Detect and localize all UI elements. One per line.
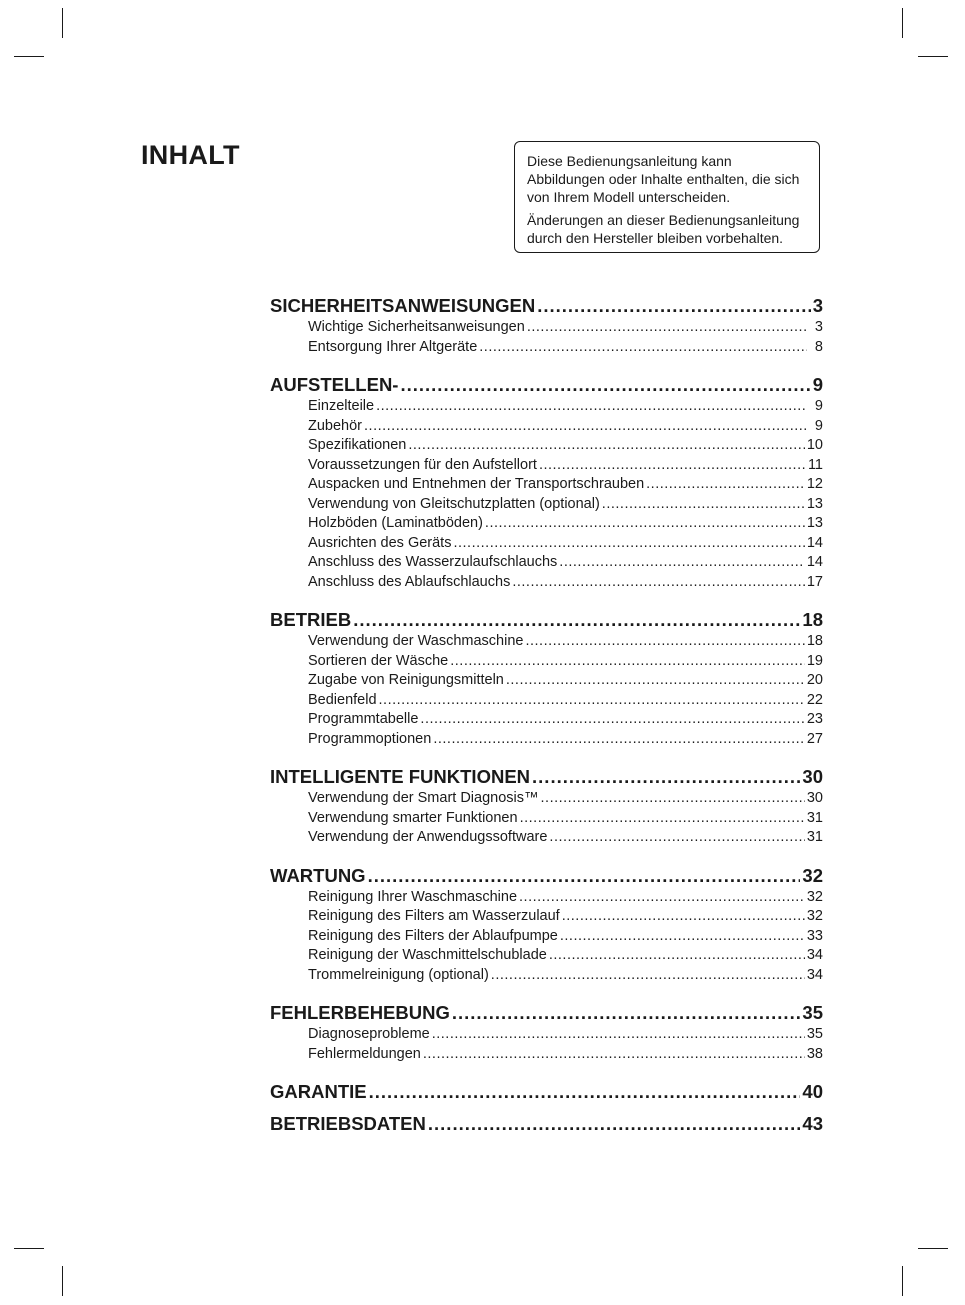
toc-section [270,864,823,986]
toc-leader-dots [559,553,805,573]
toc-entry-label: Verwendung der Smart Diagnosis™ [308,790,539,806]
toc-page-number: 43 [802,1113,823,1134]
toc-entry-label: Verwendung von Gleitschutzplatten (optional) [308,495,600,512]
toc-entry[interactable] [270,553,823,573]
toc-entry-label: Holzböden (Laminatböden) [308,515,483,531]
toc-entry[interactable] [270,966,823,986]
toc-section-title: BETRIEB [270,609,352,630]
toc-entry-label: Reinigung der Waschmittelschublade [308,947,547,963]
toc-section-heading[interactable] [270,608,823,632]
toc-page-number: 17 [806,573,823,590]
toc-leader-dots [432,1025,805,1045]
toc-section [270,373,823,592]
toc-entry[interactable] [270,946,823,966]
notice-text: Diese Bedienungsanleitung kann Abbildungen oder Inhalte enthalten, die sich von Ihrem Modell unterscheiden. [527,153,800,205]
toc-leader-dots [549,946,805,966]
toc-entry[interactable] [270,710,823,730]
toc-page-number: 10 [806,437,823,453]
toc-leader-dots [520,809,805,829]
toc-leader-dots [408,436,805,456]
toc-leader-dots [368,864,801,888]
toc-page-number: 32 [806,908,823,924]
toc-entry[interactable] [270,338,823,358]
toc-page-number: 14 [806,554,823,570]
toc-entry-label: Verwendung smarter Funktionen [308,809,518,826]
toc-entry[interactable] [270,456,823,476]
toc-leader-dots [527,318,807,338]
toc-page-number: 11 [807,456,823,473]
toc-leader-dots [541,789,805,809]
toc-leader-dots [537,294,811,318]
toc-leader-dots [428,1112,801,1136]
toc-section [270,294,823,357]
toc-entry[interactable] [270,514,823,534]
toc-page-number: 9 [814,417,823,434]
toc-leader-dots [646,475,805,495]
toc-page-number: 27 [806,730,823,747]
toc-section-title: SICHERHEITSANWEISUNGEN [270,295,536,316]
toc-section-heading[interactable] [270,373,823,397]
toc-entry-label: Reinigung des Filters am Wasserzulauf [308,908,560,924]
crop-mark [62,1266,63,1296]
notice-text: Änderungen an dieser Bedienungsanleitung durch den Hersteller bleiben vorbehalten. [527,212,800,246]
toc-entry[interactable] [270,730,823,750]
toc-leader-dots [485,514,805,534]
toc-entry[interactable] [270,495,823,515]
toc-entry-label: Diagnoseprobleme [308,1026,430,1042]
toc-entry[interactable] [270,1045,823,1065]
toc-entry-label: Wichtige Sicherheitsanweisungen [308,319,525,335]
toc-page-number: 12 [806,476,823,492]
toc-page-number: 18 [802,609,823,630]
toc-page-number: 3 [814,319,823,335]
toc-section-title: BETRIEBSDATEN [270,1113,426,1134]
toc-section [270,608,823,749]
toc-entry-label: Bedienfeld [308,691,377,708]
toc-leader-dots [506,671,805,691]
toc-leader-dots [400,373,810,397]
toc-leader-dots [450,652,805,672]
toc-page-number: 3 [812,295,823,316]
toc-section-heading[interactable] [270,1080,823,1104]
toc-page-number: 13 [806,495,823,512]
crop-mark [902,1266,903,1296]
toc-page-number: 19 [806,652,823,669]
crop-mark [918,56,948,57]
notice-box [514,141,820,253]
toc-entry[interactable] [270,927,823,947]
toc-leader-dots [452,1001,801,1025]
toc-page-number: 34 [806,947,823,963]
toc-page-number: 40 [802,1081,823,1102]
toc-entry-label: Einzelteile [308,398,375,414]
toc-section-title: GARANTIE [270,1081,367,1102]
toc-entry[interactable] [270,534,823,554]
toc-leader-dots [602,495,805,515]
toc-leader-dots [433,730,805,750]
toc-leader-dots [479,338,807,358]
toc-leader-dots [512,573,805,593]
toc-page-number: 31 [806,829,823,845]
toc-entry-label: Auspacken und Entnehmen der Transportschrauben [308,476,645,492]
toc-leader-dots [376,397,807,417]
toc-entry[interactable] [270,652,823,672]
toc-entry[interactable] [270,475,823,495]
toc-entry-label: Trommelreinigung (optional) [308,966,489,983]
toc-leader-dots [420,710,804,730]
toc-leader-dots [364,417,807,437]
table-of-contents [270,294,823,1136]
toc-section-heading[interactable] [270,294,823,318]
toc-leader-dots [491,966,805,986]
crop-mark [62,8,63,38]
toc-section-title: INTELLIGENTE FUNKTIONEN [270,766,531,787]
toc-entry[interactable] [270,573,823,593]
crop-mark [14,1248,44,1249]
toc-leader-dots [353,608,800,632]
toc-entry[interactable] [270,417,823,437]
toc-section-heading[interactable] [270,864,823,888]
toc-page-number: 14 [806,534,823,551]
toc-entry-label: Zubehör [308,417,363,434]
toc-entry[interactable] [270,318,823,338]
toc-entry[interactable] [270,632,823,652]
toc-page-number: 8 [814,338,823,355]
toc-entry-label: Ausrichten des Geräts [308,534,452,551]
toc-page-number: 30 [806,790,823,806]
toc-entry[interactable] [270,1025,823,1045]
toc-entry[interactable] [270,671,823,691]
toc-entry-label: Entsorgung Ihrer Altgeräte [308,338,478,355]
toc-section [270,765,823,848]
toc-page-number: 30 [802,766,823,787]
toc-page-number: 32 [802,864,823,886]
toc-leader-dots [560,927,805,947]
toc-page-number: 34 [806,966,823,983]
toc-entry[interactable] [270,397,823,417]
crop-mark [14,56,44,57]
toc-leader-dots [539,456,806,476]
toc-entry[interactable] [270,809,823,829]
toc-section [270,1001,823,1064]
toc-entry[interactable] [270,789,823,809]
toc-page-number: 33 [806,927,823,944]
toc-page-number: 9 [814,398,823,414]
toc-entry-label: Verwendung der Anwendugssoftware [308,829,548,845]
toc-entry-label: Fehlermeldungen [308,1045,421,1062]
toc-page-number: 22 [806,691,823,708]
toc-page-number: 20 [806,672,823,688]
toc-entry[interactable] [270,436,823,456]
toc-leader-dots [525,632,804,652]
toc-entry-label: Anschluss des Wasserzulaufschlauchs [308,554,558,570]
toc-entry-label: Programmtabelle [308,711,419,727]
toc-section-heading[interactable] [270,1001,823,1025]
toc-entry[interactable] [270,828,823,848]
toc-leader-dots [549,828,804,848]
toc-leader-dots [519,888,805,908]
toc-leader-dots [423,1045,805,1065]
toc-section-title: FEHLERBEHEBUNG [270,1002,450,1023]
toc-leader-dots [562,907,805,927]
toc-page-number: 32 [806,888,823,905]
toc-leader-dots [369,1080,801,1104]
toc-entry[interactable] [270,691,823,711]
toc-entry[interactable] [270,907,823,927]
toc-section-title: WARTUNG [270,864,366,886]
toc-page-number: 31 [806,809,823,826]
toc-entry-label: Sortieren der Wäsche [308,652,449,669]
crop-mark [918,1248,948,1249]
toc-page-number: 35 [806,1026,823,1042]
toc-entry-label: Zugabe von Reinigungsmitteln [308,672,504,688]
toc-page-number: 35 [802,1002,823,1023]
page-title: INHALT [141,140,240,170]
toc-entry-label: Reinigung des Filters der Ablaufpumpe [308,927,558,944]
toc-page-number: 38 [806,1045,823,1062]
toc-section-heading[interactable] [270,765,823,789]
toc-section-title: AUFSTELLEN- [270,374,399,395]
crop-mark [902,8,903,38]
toc-section [270,1112,823,1136]
toc-entry-label: Voraussetzungen für den Aufstellort [308,456,537,473]
toc-page-number: 18 [806,633,823,649]
toc-entry-label: Reinigung Ihrer Waschmaschine [308,888,518,905]
toc-entry-label: Programmoptionen [308,730,432,747]
toc-entry-label: Verwendung der Waschmaschine [308,633,524,649]
toc-leader-dots [379,691,805,711]
toc-leader-dots [453,534,804,554]
toc-entry-label: Spezifikationen [308,437,407,453]
toc-entry[interactable] [270,888,823,908]
toc-entry-label: Anschluss des Ablaufschlauchs [308,573,511,590]
toc-page-number: 23 [806,711,823,727]
toc-page-number: 13 [806,515,823,531]
toc-leader-dots [532,765,800,789]
toc-page-number: 9 [812,374,823,395]
toc-section-heading[interactable] [270,1112,823,1136]
toc-section [270,1080,823,1104]
